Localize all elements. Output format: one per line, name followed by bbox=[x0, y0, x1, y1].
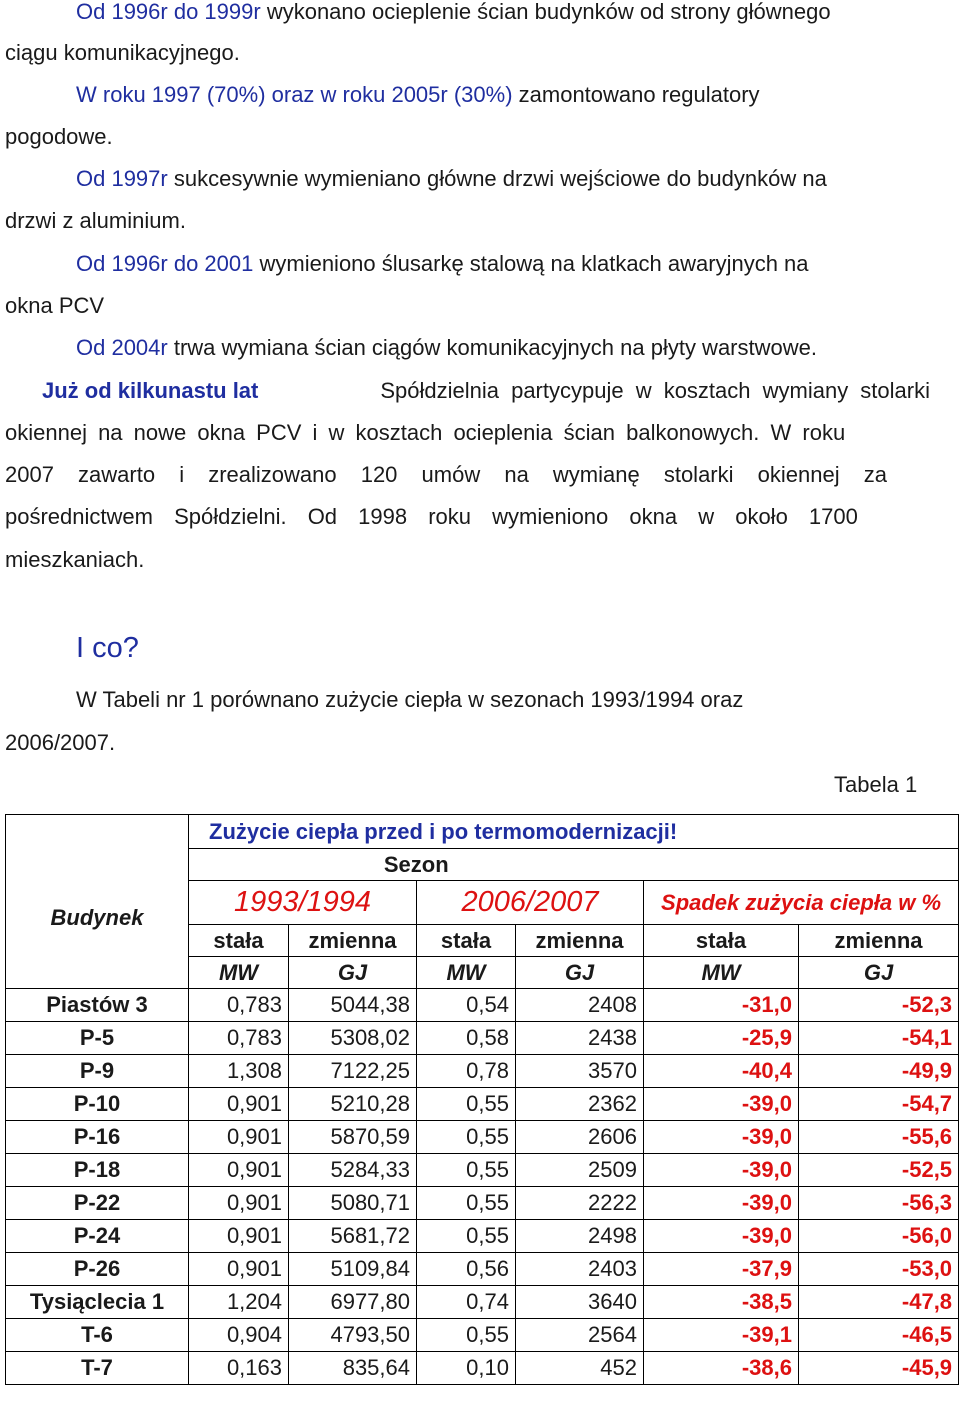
var-gj-1993-cell: 4793,50 bbox=[289, 1319, 417, 1352]
table-row bbox=[6, 1121, 959, 1154]
paragraph-line bbox=[76, 82, 760, 108]
paragraph-text: wykonano ocieplenie ścian budynków od strony głównego bbox=[260, 0, 831, 24]
paragraph-line: drzwi z aluminium. bbox=[5, 208, 186, 233]
table-row bbox=[6, 1286, 959, 1319]
drop-const-cell: -39,0 bbox=[644, 1154, 799, 1187]
table-corner bbox=[6, 815, 189, 849]
drop-var-cell: -53,0 bbox=[799, 1253, 959, 1286]
var-gj-2006-cell: 2498 bbox=[516, 1220, 644, 1253]
drop-var-cell: -56,0 bbox=[799, 1220, 959, 1253]
building-name-cell: T-6 bbox=[6, 1319, 189, 1352]
const-mw-2006-cell: 0,56 bbox=[417, 1253, 516, 1286]
drop-var-cell: -52,5 bbox=[799, 1154, 959, 1187]
paragraph-line: okna PCV bbox=[5, 293, 105, 318]
unit-header: GJ bbox=[799, 957, 959, 989]
drop-var-cell: -54,7 bbox=[799, 1088, 959, 1121]
paragraph-lead: Od 1996r do 2001 bbox=[76, 251, 254, 276]
const-mw-1993-cell: 0,783 bbox=[189, 989, 289, 1022]
const-mw-2006-cell: 0,74 bbox=[417, 1286, 516, 1319]
drop-var-cell: -46,5 bbox=[799, 1319, 959, 1352]
table-caption: Zużycie ciepła przed i po termomodernizacji! bbox=[189, 815, 959, 849]
paragraph-lead: Od 1997r bbox=[76, 166, 168, 191]
building-name-cell: T-7 bbox=[6, 1352, 189, 1385]
drop-var-cell: -45,9 bbox=[799, 1352, 959, 1385]
drop-var-cell: -49,9 bbox=[799, 1055, 959, 1088]
unit-header: MW bbox=[189, 957, 289, 989]
season-header-spacer bbox=[644, 849, 959, 881]
heat-consumption-table bbox=[5, 814, 959, 1385]
const-mw-2006-cell: 0,10 bbox=[417, 1352, 516, 1385]
building-name-cell: Tysiąclecia 1 bbox=[6, 1286, 189, 1319]
sub-header: stała bbox=[644, 925, 799, 957]
var-gj-2006-cell: 452 bbox=[516, 1352, 644, 1385]
const-mw-1993-cell: 1,204 bbox=[189, 1286, 289, 1319]
season-2006-header: 2006/2007 bbox=[417, 881, 644, 925]
sub-header: zmienna bbox=[799, 925, 959, 957]
season-header: Sezon bbox=[189, 849, 644, 881]
table-row bbox=[6, 1088, 959, 1121]
var-gj-1993-cell: 7122,25 bbox=[289, 1055, 417, 1088]
var-gj-1993-cell: 5870,59 bbox=[289, 1121, 417, 1154]
justified-line-5: mieszkaniach. bbox=[5, 547, 145, 572]
const-mw-2006-cell: 0,55 bbox=[417, 1187, 516, 1220]
sub-header: stała bbox=[189, 925, 289, 957]
drop-const-cell: -39,0 bbox=[644, 1220, 799, 1253]
drop-const-cell: -38,6 bbox=[644, 1352, 799, 1385]
paragraph-text: trwa wymiana ścian ciągów komunikacyjnych na płyty warstwowe. bbox=[167, 335, 817, 360]
const-mw-1993-cell: 0,904 bbox=[189, 1319, 289, 1352]
const-mw-2006-cell: 0,55 bbox=[417, 1220, 516, 1253]
drop-var-cell: -52,3 bbox=[799, 989, 959, 1022]
table-row bbox=[6, 1022, 959, 1055]
unit-header: MW bbox=[417, 957, 516, 989]
building-name-cell: P-16 bbox=[6, 1121, 189, 1154]
drop-var-cell: -47,8 bbox=[799, 1286, 959, 1319]
var-gj-2006-cell: 2509 bbox=[516, 1154, 644, 1187]
var-gj-2006-cell: 2222 bbox=[516, 1187, 644, 1220]
paragraph-text: zamontowano regulatory bbox=[512, 82, 760, 107]
sub-header: stała bbox=[417, 925, 516, 957]
drop-var-cell: -55,6 bbox=[799, 1121, 959, 1154]
building-header: Budynek bbox=[6, 849, 189, 989]
table-row bbox=[6, 1187, 959, 1220]
var-gj-1993-cell: 5109,84 bbox=[289, 1253, 417, 1286]
intro-line: 2006/2007. bbox=[5, 730, 116, 755]
var-gj-1993-cell: 5044,38 bbox=[289, 989, 417, 1022]
building-name-cell: P-10 bbox=[6, 1088, 189, 1121]
building-name-cell: P-5 bbox=[6, 1022, 189, 1055]
unit-header: GJ bbox=[516, 957, 644, 989]
drop-var-cell: -56,3 bbox=[799, 1187, 959, 1220]
paragraph-lead: Już od kilkunastu lat bbox=[42, 378, 259, 403]
drop-header: Spadek zużycia ciepła w % bbox=[644, 881, 959, 925]
const-mw-2006-cell: 0,55 bbox=[417, 1154, 516, 1187]
table-row bbox=[6, 1154, 959, 1187]
season-1993-header: 1993/1994 bbox=[189, 881, 417, 925]
paragraph-text: wymieniono ślusarkę stalową na klatkach awaryjnych na bbox=[253, 251, 809, 276]
drop-const-cell: -38,5 bbox=[644, 1286, 799, 1319]
const-mw-2006-cell: 0,58 bbox=[417, 1022, 516, 1055]
drop-const-cell: -39,0 bbox=[644, 1088, 799, 1121]
sub-header: zmienna bbox=[289, 925, 417, 957]
const-mw-1993-cell: 0,901 bbox=[189, 1187, 289, 1220]
table-row bbox=[6, 1220, 959, 1253]
drop-const-cell: -40,4 bbox=[644, 1055, 799, 1088]
paragraph-lead: Od 1996r do 1999r bbox=[76, 0, 261, 24]
const-mw-1993-cell: 0,901 bbox=[189, 1121, 289, 1154]
const-mw-1993-cell: 0,901 bbox=[189, 1220, 289, 1253]
building-name-cell: Piastów 3 bbox=[6, 989, 189, 1022]
unit-header: MW bbox=[644, 957, 799, 989]
var-gj-1993-cell: 835,64 bbox=[289, 1352, 417, 1385]
building-name-cell: P-18 bbox=[6, 1154, 189, 1187]
justified-line-1 bbox=[42, 378, 930, 404]
table-row bbox=[6, 1319, 959, 1352]
table-row bbox=[6, 1253, 959, 1286]
building-name-cell: P-22 bbox=[6, 1187, 189, 1220]
const-mw-2006-cell: 0,54 bbox=[417, 989, 516, 1022]
paragraph-line bbox=[76, 0, 831, 25]
const-mw-1993-cell: 0,783 bbox=[189, 1022, 289, 1055]
var-gj-2006-cell: 2408 bbox=[516, 989, 644, 1022]
paragraph-text: Spółdzielnia partycypuje w kosztach wymiany stolarki bbox=[380, 378, 930, 403]
paragraph-line: ciągu komunikacyjnego. bbox=[5, 40, 240, 65]
var-gj-1993-cell: 5681,72 bbox=[289, 1220, 417, 1253]
paragraph-line bbox=[76, 335, 817, 361]
const-mw-2006-cell: 0,55 bbox=[417, 1319, 516, 1352]
var-gj-1993-cell: 6977,80 bbox=[289, 1286, 417, 1319]
table-row bbox=[6, 989, 959, 1022]
building-name-cell: P-9 bbox=[6, 1055, 189, 1088]
const-mw-2006-cell: 0,55 bbox=[417, 1121, 516, 1154]
justified-line-2: okiennej na nowe okna PCV i w kosztach ocieplenia ścian balkonowych. W roku bbox=[5, 420, 846, 445]
var-gj-2006-cell: 3640 bbox=[516, 1286, 644, 1319]
var-gj-1993-cell: 5210,28 bbox=[289, 1088, 417, 1121]
var-gj-2006-cell: 2403 bbox=[516, 1253, 644, 1286]
section-heading: I co? bbox=[76, 632, 139, 664]
building-name-cell: P-24 bbox=[6, 1220, 189, 1253]
drop-const-cell: -25,9 bbox=[644, 1022, 799, 1055]
const-mw-1993-cell: 0,901 bbox=[189, 1088, 289, 1121]
table-row bbox=[6, 1352, 959, 1385]
justified-line-3: 2007 zawarto i zrealizowano 120 umów na wymianę stolarki okiennej za bbox=[5, 462, 887, 487]
var-gj-2006-cell: 2438 bbox=[516, 1022, 644, 1055]
var-gj-2006-cell: 3570 bbox=[516, 1055, 644, 1088]
drop-const-cell: -39,0 bbox=[644, 1187, 799, 1220]
var-gj-1993-cell: 5080,71 bbox=[289, 1187, 417, 1220]
const-mw-1993-cell: 0,163 bbox=[189, 1352, 289, 1385]
table-label: Tabela 1 bbox=[834, 772, 918, 797]
unit-header: GJ bbox=[289, 957, 417, 989]
const-mw-2006-cell: 0,78 bbox=[417, 1055, 516, 1088]
drop-var-cell: -54,1 bbox=[799, 1022, 959, 1055]
const-mw-1993-cell: 1,308 bbox=[189, 1055, 289, 1088]
var-gj-2006-cell: 2564 bbox=[516, 1319, 644, 1352]
sub-header: zmienna bbox=[516, 925, 644, 957]
paragraph-line bbox=[76, 166, 827, 192]
paragraph-line: pogodowe. bbox=[5, 124, 113, 149]
table-body bbox=[6, 989, 959, 1385]
intro-line: W Tabeli nr 1 porównano zużycie ciepła w sezonach 1993/1994 oraz bbox=[76, 687, 744, 712]
const-mw-2006-cell: 0,55 bbox=[417, 1088, 516, 1121]
justified-line-4: pośrednictwem Spółdzielni. Od 1998 roku wymieniono okna w około 1700 bbox=[5, 504, 858, 529]
var-gj-1993-cell: 5308,02 bbox=[289, 1022, 417, 1055]
paragraph-line bbox=[76, 251, 809, 277]
drop-const-cell: -39,1 bbox=[644, 1319, 799, 1352]
drop-const-cell: -39,0 bbox=[644, 1121, 799, 1154]
building-name-cell: P-26 bbox=[6, 1253, 189, 1286]
var-gj-1993-cell: 5284,33 bbox=[289, 1154, 417, 1187]
table-row bbox=[6, 1055, 959, 1088]
paragraph-text: sukcesywnie wymieniano główne drzwi wejściowe do budynków na bbox=[167, 166, 827, 191]
drop-const-cell: -31,0 bbox=[644, 989, 799, 1022]
const-mw-1993-cell: 0,901 bbox=[189, 1154, 289, 1187]
var-gj-2006-cell: 2362 bbox=[516, 1088, 644, 1121]
drop-const-cell: -37,9 bbox=[644, 1253, 799, 1286]
var-gj-2006-cell: 2606 bbox=[516, 1121, 644, 1154]
const-mw-1993-cell: 0,901 bbox=[189, 1253, 289, 1286]
paragraph-lead: W roku 1997 (70%) oraz w roku 2005r (30%) bbox=[76, 82, 513, 107]
paragraph-lead: Od 2004r bbox=[76, 335, 168, 360]
